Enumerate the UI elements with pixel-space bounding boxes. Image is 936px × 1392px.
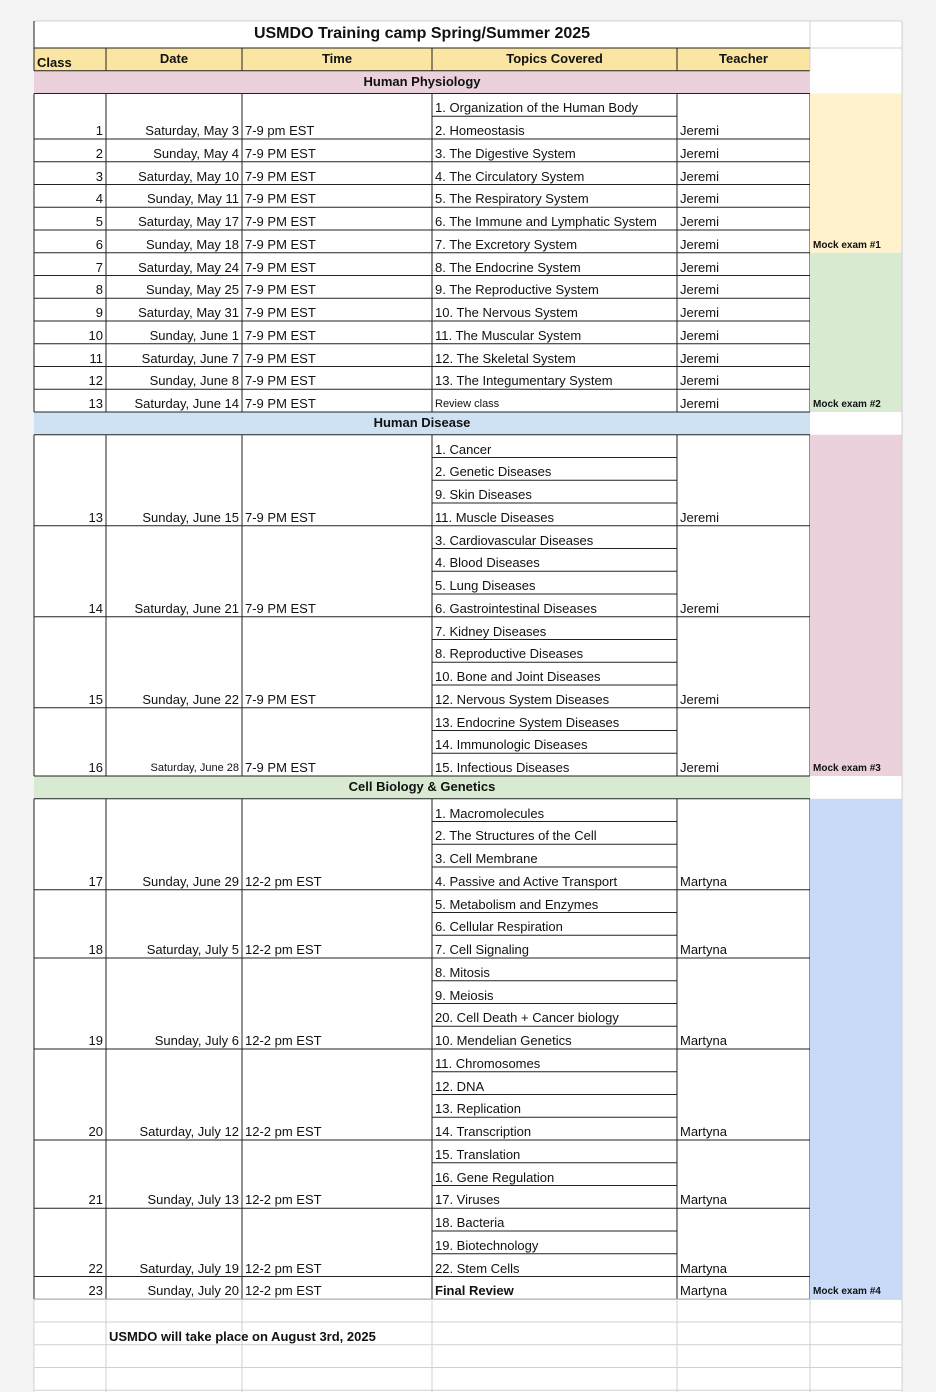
- class-number[interactable]: 2: [95, 145, 103, 161]
- class-time[interactable]: 7-9 PM EST: [245, 259, 316, 275]
- topic-item[interactable]: 20. Cell Death + Cancer biology: [435, 1010, 619, 1026]
- class-date[interactable]: Sunday, July 6: [154, 1033, 239, 1048]
- teacher-name[interactable]: Jeremi: [680, 168, 720, 184]
- class-time[interactable]: 7-9 PM EST: [245, 305, 316, 320]
- teacher-name[interactable]: Martyna: [680, 1260, 727, 1276]
- teacher-name[interactable]: Jeremi: [680, 509, 720, 525]
- teacher-name[interactable]: Martyna: [680, 1283, 727, 1299]
- class-time[interactable]: 12-2 pm EST: [245, 1192, 322, 1208]
- mock-exam-band: [810, 435, 902, 776]
- class-number[interactable]: 3: [95, 168, 103, 184]
- topic-item[interactable]: 6. Gastrointestinal Diseases: [435, 600, 597, 616]
- class-time[interactable]: 12-2 pm EST: [245, 1124, 322, 1139]
- topic-item[interactable]: 13. Replication: [435, 1101, 521, 1117]
- teacher-name[interactable]: Jeremi: [680, 691, 720, 707]
- topic-item[interactable]: 13. Endocrine System Diseases: [435, 714, 620, 730]
- class-number[interactable]: 13: [88, 509, 103, 525]
- topic-item[interactable]: 8. The Endocrine System: [435, 259, 581, 275]
- class-number[interactable]: 18: [88, 942, 103, 957]
- topic-item[interactable]: 15. Translation: [435, 1146, 521, 1162]
- class-date[interactable]: Saturday, May 17: [138, 214, 239, 229]
- topic-item[interactable]: 10. Bone and Joint Diseases: [435, 669, 601, 684]
- class-number[interactable]: 13: [88, 396, 103, 411]
- topic-item[interactable]: 12. DNA: [435, 1078, 485, 1094]
- teacher-name[interactable]: Martyna: [680, 1033, 727, 1048]
- topic-item[interactable]: 7. The Excretory System: [435, 236, 578, 252]
- class-time[interactable]: 7-9 PM EST: [245, 145, 316, 161]
- topic-item[interactable]: 11. The Muscular System: [435, 327, 582, 343]
- class-date[interactable]: Sunday, May 11: [146, 191, 239, 207]
- teacher-name[interactable]: Jeremi: [680, 259, 720, 275]
- class-date[interactable]: Saturday, July 12: [139, 1124, 239, 1139]
- topic-item[interactable]: 12. The Skeletal System: [435, 350, 576, 366]
- topic-item[interactable]: 9. The Reproductive System: [435, 282, 599, 298]
- topic-item[interactable]: 5. Metabolism and Enzymes: [435, 896, 599, 912]
- topic-item[interactable]: Review class: [435, 398, 500, 410]
- class-date[interactable]: Saturday, June 7: [141, 350, 239, 366]
- teacher-name[interactable]: Martyna: [680, 1124, 727, 1139]
- class-time[interactable]: 7-9 PM EST: [245, 691, 316, 707]
- teacher-name[interactable]: Jeremi: [680, 760, 720, 775]
- topic-item[interactable]: 3. The Digestive System: [435, 145, 576, 161]
- mock-exam-band: [810, 799, 902, 1300]
- topic-item[interactable]: 6. Cellular Respiration: [435, 919, 563, 935]
- class-number[interactable]: 15: [88, 691, 103, 707]
- section-header[interactable]: Cell Biology & Genetics: [348, 778, 496, 794]
- topic-item[interactable]: 2. The Structures of the Cell: [435, 828, 597, 844]
- topic-item[interactable]: 6. The Immune and Lymphatic System: [435, 214, 657, 229]
- topic-item[interactable]: 5. Lung Diseases: [435, 578, 536, 593]
- topic-item[interactable]: 11. Muscle Diseases: [435, 509, 554, 525]
- teacher-name[interactable]: Jeremi: [680, 350, 720, 366]
- class-number[interactable]: 8: [95, 282, 103, 298]
- topic-item[interactable]: 15. Infectious Diseases: [435, 760, 570, 775]
- topic-item[interactable]: 2. Homeostasis: [435, 123, 525, 138]
- class-date[interactable]: Sunday, June 8: [149, 373, 239, 389]
- topic-item[interactable]: 8. Reproductive Diseases: [435, 646, 584, 662]
- topic-item[interactable]: 14. Transcription: [435, 1124, 532, 1139]
- class-date[interactable]: Sunday, June 22: [142, 691, 239, 707]
- class-time[interactable]: 7-9 PM EST: [245, 168, 316, 184]
- topic-item[interactable]: 9. Meiosis: [435, 987, 494, 1003]
- topic-item[interactable]: 13. The Integumentary System: [435, 373, 613, 389]
- column-header-teacher[interactable]: Teacher: [719, 50, 768, 66]
- section-header[interactable]: Human Physiology: [363, 73, 481, 89]
- teacher-name[interactable]: Jeremi: [680, 282, 720, 298]
- topic-item[interactable]: 3. Cardiovascular Diseases: [435, 532, 594, 548]
- class-date[interactable]: Saturday, May 31: [138, 305, 239, 320]
- class-number[interactable]: 22: [88, 1260, 103, 1276]
- teacher-name[interactable]: Jeremi: [680, 305, 720, 320]
- class-date[interactable]: Saturday, May 10: [138, 168, 239, 184]
- class-date[interactable]: Saturday, June 14: [134, 396, 239, 411]
- teacher-name[interactable]: Jeremi: [680, 123, 720, 138]
- topic-item[interactable]: 3. Cell Membrane: [435, 851, 538, 866]
- class-time[interactable]: 7-9 pm EST: [245, 123, 315, 138]
- teacher-name[interactable]: Jeremi: [680, 191, 720, 207]
- section-header[interactable]: Human Disease: [373, 414, 471, 430]
- topic-item[interactable]: 9. Skin Diseases: [435, 487, 532, 502]
- topic-item[interactable]: 7. Cell Signaling: [435, 942, 529, 957]
- class-time[interactable]: 7-9 PM EST: [245, 350, 316, 366]
- topic-item[interactable]: 4. The Circulatory System: [435, 168, 585, 184]
- teacher-name[interactable]: Jeremi: [680, 145, 720, 161]
- topic-item[interactable]: 22. Stem Cells: [435, 1260, 520, 1276]
- topic-item[interactable]: 7. Kidney Diseases: [435, 623, 547, 639]
- teacher-name[interactable]: Martyna: [680, 873, 727, 889]
- class-number[interactable]: 12: [88, 373, 103, 389]
- topic-item[interactable]: 4. Passive and Active Transport: [435, 873, 618, 889]
- teacher-name[interactable]: Jeremi: [680, 327, 720, 343]
- class-date[interactable]: Sunday, May 4: [153, 145, 239, 161]
- class-time[interactable]: 7-9 PM EST: [245, 236, 316, 252]
- topic-item[interactable]: 1. Macromolecules: [435, 805, 545, 821]
- mock-exam-band: [810, 94, 902, 253]
- class-date[interactable]: Saturday, June 21: [134, 600, 239, 616]
- column-header-time[interactable]: Time: [321, 50, 353, 66]
- class-time[interactable]: 7-9 PM EST: [245, 600, 316, 616]
- topic-item[interactable]: 12. Nervous System Diseases: [435, 691, 610, 707]
- column-header-topics[interactable]: Topics Covered: [506, 50, 603, 66]
- class-time[interactable]: 7-9 PM EST: [245, 214, 316, 229]
- class-number[interactable]: 4: [95, 191, 103, 207]
- topic-item[interactable]: 2. Genetic Diseases: [435, 464, 552, 480]
- class-date[interactable]: Sunday, July 13: [147, 1192, 239, 1208]
- topic-item[interactable]: 4. Blood Diseases: [435, 555, 540, 571]
- class-date[interactable]: Sunday, May 25: [146, 282, 239, 298]
- class-time[interactable]: 7-9 PM EST: [245, 327, 316, 343]
- mock-exam-label[interactable]: Mock exam #3: [813, 763, 881, 774]
- class-time[interactable]: 12-2 pm EST: [245, 942, 322, 957]
- class-number[interactable]: 7: [95, 259, 103, 275]
- topic-item[interactable]: 18. Bacteria: [435, 1215, 505, 1230]
- class-date[interactable]: Saturday, July 5: [146, 942, 239, 957]
- class-time[interactable]: 12-2 pm EST: [245, 1283, 322, 1299]
- class-number[interactable]: 17: [88, 873, 103, 889]
- class-number[interactable]: 1: [95, 123, 103, 138]
- topic-item[interactable]: 17. Viruses: [435, 1192, 500, 1208]
- class-number[interactable]: 11: [89, 350, 103, 366]
- class-time[interactable]: 12-2 pm EST: [245, 873, 322, 889]
- class-number[interactable]: 16: [88, 760, 103, 775]
- class-date[interactable]: Sunday, May 18: [146, 236, 239, 252]
- class-number[interactable]: 14: [88, 600, 103, 616]
- topic-item[interactable]: 19. Biotechnology: [435, 1237, 539, 1253]
- mock-exam-label[interactable]: Mock exam #4: [813, 1286, 881, 1298]
- class-date[interactable]: Saturday, May 3: [145, 123, 239, 138]
- class-number[interactable]: 21: [88, 1192, 103, 1208]
- topic-item[interactable]: 10. Mendelian Genetics: [435, 1033, 572, 1048]
- class-time[interactable]: 7-9 PM EST: [245, 509, 316, 525]
- mock-exam-label[interactable]: Mock exam #2: [813, 399, 881, 410]
- class-number[interactable]: 5: [95, 214, 103, 229]
- class-number[interactable]: 6: [95, 236, 103, 252]
- class-time[interactable]: 7-9 PM EST: [245, 282, 316, 298]
- topic-item[interactable]: 5. The Respiratory System: [435, 191, 589, 207]
- class-time[interactable]: 7-9 PM EST: [245, 396, 316, 411]
- class-time[interactable]: 7-9 PM EST: [245, 760, 316, 775]
- class-date[interactable]: Sunday, June 1: [149, 327, 239, 343]
- mock-exam-label[interactable]: Mock exam #1: [813, 239, 881, 251]
- teacher-name[interactable]: Jeremi: [680, 600, 720, 616]
- teacher-name[interactable]: Martyna: [680, 1192, 727, 1208]
- column-header-date[interactable]: Date: [159, 50, 189, 66]
- teacher-name[interactable]: Jeremi: [680, 214, 720, 229]
- class-number[interactable]: 20: [88, 1124, 103, 1139]
- mock-exam-band: [810, 253, 902, 412]
- topic-item[interactable]: 14. Immunologic Diseases: [435, 737, 588, 753]
- class-date[interactable]: Saturday, May 24: [138, 259, 239, 275]
- class-time[interactable]: 12-2 pm EST: [245, 1033, 322, 1048]
- class-number[interactable]: 23: [88, 1283, 103, 1299]
- topic-item[interactable]: 1. Cancer: [435, 441, 492, 457]
- teacher-name[interactable]: Jeremi: [680, 373, 720, 389]
- class-date[interactable]: Sunday, June 15: [142, 509, 239, 525]
- teacher-name[interactable]: Jeremi: [680, 396, 720, 411]
- topic-item[interactable]: 10. The Nervous System: [435, 305, 578, 320]
- topic-item[interactable]: Final Review: [435, 1283, 514, 1299]
- class-date[interactable]: Saturday, June 28: [150, 762, 239, 774]
- column-header-class[interactable]: Class: [37, 54, 72, 70]
- topic-item[interactable]: 11. Chromosomes: [435, 1055, 541, 1071]
- class-number[interactable]: 9: [95, 305, 103, 320]
- class-number[interactable]: 19: [88, 1033, 103, 1048]
- class-time[interactable]: 7-9 PM EST: [245, 373, 316, 389]
- class-number[interactable]: 10: [88, 327, 103, 343]
- topic-item[interactable]: 1. Organization of the Human Body: [435, 100, 639, 116]
- topic-item[interactable]: 8. Mitosis: [435, 964, 490, 980]
- teacher-name[interactable]: Jeremi: [680, 236, 720, 252]
- class-date[interactable]: Sunday, July 20: [147, 1283, 239, 1299]
- class-date[interactable]: Saturday, July 19: [139, 1260, 239, 1276]
- footer-note[interactable]: USMDO will take place on August 3rd, 2025: [109, 1328, 376, 1344]
- class-date[interactable]: Sunday, June 29: [142, 873, 239, 889]
- teacher-name[interactable]: Martyna: [680, 942, 727, 957]
- page-title[interactable]: USMDO Training camp Spring/Summer 2025: [253, 24, 591, 42]
- class-time[interactable]: 12-2 pm EST: [245, 1260, 322, 1276]
- class-time[interactable]: 7-9 PM EST: [245, 191, 316, 207]
- topic-item[interactable]: 16. Gene Regulation: [435, 1169, 555, 1185]
